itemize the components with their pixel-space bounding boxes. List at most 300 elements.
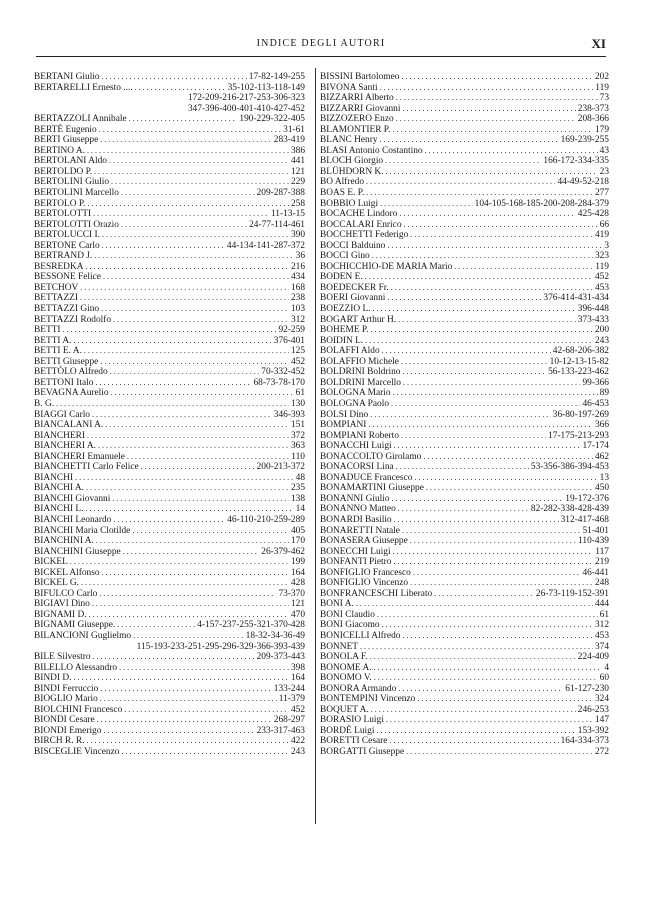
dot-leader: [380, 135, 559, 146]
index-entry: [320, 515, 609, 526]
entry-author: BOMPIANI Roberto: [320, 430, 399, 441]
dot-leader: [402, 631, 592, 642]
index-entry: [320, 262, 609, 273]
index-entry: [320, 125, 609, 136]
entry-pages: 248: [594, 578, 609, 589]
index-entry: [320, 304, 609, 315]
entry-author: BONACORSI Lina: [320, 462, 394, 473]
entry-pages: 13: [599, 472, 609, 483]
dot-leader: [105, 420, 289, 431]
entry-author: BIANCALANI A.: [34, 420, 104, 431]
dot-leader: [74, 336, 272, 347]
running-title: INDICE DEGLI AUTORI: [256, 38, 386, 49]
index-entry: [320, 589, 609, 600]
entry-pages: 390: [290, 230, 305, 241]
index-entry: [320, 241, 609, 252]
index-entry: [320, 663, 609, 674]
dot-leader: [86, 483, 289, 494]
index-entry: [34, 262, 305, 273]
entry-pages: 170: [290, 536, 305, 547]
dot-leader: [141, 462, 255, 473]
entry-author: BLAMONTIER P.: [320, 124, 391, 135]
entry-pages: 372: [290, 430, 305, 441]
entry-pages: 224-409: [577, 652, 609, 663]
entry-pages: 323: [594, 251, 609, 262]
dot-leader: [376, 726, 575, 737]
entry-author: BORETTI Cesare: [320, 736, 388, 747]
index-entry: [320, 726, 609, 737]
entry-pages: 61: [599, 609, 609, 620]
index-entry: [320, 694, 609, 705]
dot-leader: [360, 642, 593, 653]
dot-leader: [92, 410, 272, 421]
entry-author: BERTÈ Eugenio: [34, 124, 97, 135]
entry-author: BERTOLINI Giulio: [34, 177, 110, 188]
entry-pages: 92-259: [278, 325, 305, 336]
index-entry: [34, 83, 305, 94]
dot-leader: [377, 610, 598, 621]
index-entry: [320, 599, 609, 610]
dot-leader: [398, 684, 563, 695]
dot-leader: [391, 283, 593, 294]
index-entry: [34, 526, 305, 537]
entry-pages: 117: [595, 546, 609, 557]
page-header: [36, 36, 606, 57]
index-entry: [320, 367, 609, 378]
entry-author: BIGNAMI D.: [34, 609, 87, 620]
entry-pages: 246-253: [577, 704, 609, 715]
index-entry: [34, 694, 305, 705]
entry-author: BIZZARRI Alberto: [320, 93, 394, 104]
entry-pages: 312-417-468: [560, 514, 609, 525]
entry-pages: 17-82-149-255: [248, 72, 305, 82]
entry-author: BOCACHE Lindoro: [320, 209, 398, 220]
index-entry: [34, 367, 305, 378]
entry-author: BONECCHI Luigi: [320, 546, 391, 557]
entry-author: BONI Giacomo: [320, 620, 380, 631]
index-entry: [34, 736, 305, 747]
dot-leader: [109, 156, 289, 167]
index-entry: [34, 114, 305, 125]
entry-author: BIANCHINI A.: [34, 536, 94, 547]
dot-leader: [100, 694, 277, 705]
index-entry: [34, 304, 305, 315]
index-entry: [34, 399, 305, 410]
dot-leader: [454, 262, 593, 273]
dot-leader: [93, 209, 269, 220]
entry-author: BONARETTI Natale: [320, 525, 400, 536]
index-entry: [320, 378, 609, 389]
index-entry-continuation: [34, 642, 305, 653]
index-entry: [34, 293, 305, 304]
dot-leader: [99, 589, 276, 600]
entry-pages: 312: [290, 314, 305, 325]
dot-leader: [96, 536, 289, 547]
dot-leader: [366, 177, 555, 188]
entry-author: BICKEL G.: [34, 578, 79, 589]
entry-pages: 18-32-34-36-49: [245, 630, 305, 641]
dot-leader: [386, 715, 593, 726]
index-entry: [34, 462, 305, 473]
dot-leader: [85, 504, 293, 515]
entry-pages: 110: [291, 451, 305, 462]
entry-pages: 36: [295, 251, 305, 262]
index-entry: [34, 388, 305, 399]
entry-author: BETTÒLO Alfredo: [34, 367, 108, 378]
dot-leader: [87, 146, 289, 157]
index-entry: [320, 357, 609, 368]
entry-pages: 147: [594, 715, 609, 726]
entry-author: BOLDRINI Marcello: [320, 377, 401, 388]
index-entry-continuation: [34, 104, 305, 115]
entry-author: BONOME A.: [320, 662, 372, 673]
dot-leader: [370, 410, 551, 421]
entry-author: BLASI Antonio Costantino: [320, 145, 423, 156]
entry-pages: 17-175-213-293: [548, 430, 609, 441]
dot-leader: [102, 568, 289, 579]
entry-pages: 398: [290, 662, 305, 673]
entry-pages: 434: [290, 272, 305, 283]
index-entry: [34, 220, 305, 231]
index-entry: [320, 209, 609, 220]
index-entry: [34, 747, 305, 758]
entry-author: BORASIO Luigi: [320, 715, 384, 726]
dot-leader: [113, 515, 225, 526]
index-entry: [34, 209, 305, 220]
entry-pages: 405: [290, 525, 305, 536]
dot-leader: [127, 452, 289, 463]
dot-leader: [387, 241, 602, 252]
entry-author: BERTOLANI Aldo: [34, 156, 107, 167]
entry-pages: 452: [594, 272, 609, 283]
entry-author: BOERI Giovanni: [320, 293, 386, 304]
entry-author: BICKEL: [34, 557, 68, 568]
dot-leader: [380, 199, 473, 210]
index-entry: [34, 673, 305, 684]
entry-author: BOMPIANI: [320, 420, 367, 431]
index-entry: [34, 125, 305, 136]
index-entry: [320, 620, 609, 631]
entry-pages: 35-102-113-118-149: [227, 82, 305, 93]
index-entry: [320, 631, 609, 642]
entry-pages: 11-13-15: [270, 209, 305, 220]
entry-pages: 235: [290, 483, 305, 494]
entry-author: BETTAZZI Rodolfo: [34, 314, 112, 325]
dot-leader: [103, 272, 289, 283]
index-entry: [320, 325, 609, 336]
dot-leader: [87, 431, 289, 442]
entry-pages: 19-172-376: [565, 493, 609, 504]
entry-pages: 272: [594, 747, 609, 757]
entry-author: BERTAZZOLI Annibale: [34, 114, 127, 125]
index-entry: [320, 146, 609, 157]
index-entry: [320, 420, 609, 431]
dot-leader: [81, 578, 289, 589]
entry-pages: 258: [290, 198, 305, 209]
index-entry: [320, 431, 609, 442]
entry-pages: 104-105-168-185-200-208-284-379: [474, 198, 609, 209]
index-entry: [320, 251, 609, 262]
entry-author: BONFIGLIO Vincenzo: [320, 578, 409, 589]
dot-leader: [93, 652, 255, 663]
index-entry: [320, 336, 609, 347]
dot-leader: [393, 547, 594, 558]
entry-author: BERTINO A.: [34, 145, 85, 156]
entry-pages: 48: [295, 472, 305, 483]
entry-author: BONANNI Giulio: [320, 493, 390, 504]
dot-leader: [410, 536, 576, 547]
dot-leader: [132, 526, 289, 537]
entry-pages: 238: [290, 293, 305, 304]
dot-leader: [70, 557, 289, 568]
entry-pages: 452: [290, 356, 305, 367]
entry-author: BONORA Armando: [320, 683, 397, 694]
dot-leader: [87, 736, 289, 747]
entry-author: BERTOLUCCI I.: [34, 230, 100, 241]
index-entry: [320, 156, 609, 167]
entry-pages: 26-379-462: [261, 546, 305, 557]
dot-leader: [403, 378, 580, 389]
index-entry: [320, 410, 609, 421]
entry-author: BIVONA Santi: [320, 82, 378, 93]
entry-pages: 31-61: [283, 124, 305, 135]
entry-pages: 209-287-388: [256, 188, 305, 199]
entry-author: BONANNO Matteo: [320, 504, 396, 515]
entry-author: BIANCHERI: [34, 430, 86, 441]
entry-pages: 199: [290, 557, 305, 568]
dot-leader: [374, 663, 603, 674]
entry-author: BETTAZZI Gino: [34, 304, 100, 315]
dot-leader: [385, 156, 541, 167]
index-entry: [320, 494, 609, 505]
entry-pages: 243: [290, 747, 305, 757]
index-entry: [320, 557, 609, 568]
entry-pages: 425-428: [577, 209, 609, 220]
entry-author: BO Alfredo: [320, 177, 365, 188]
index-entry: [320, 684, 609, 695]
entry-pages: 99-366: [582, 377, 609, 388]
entry-author: BONI A.: [320, 599, 354, 610]
dot-leader: [396, 93, 598, 104]
dot-leader: [393, 557, 593, 568]
dot-leader: [371, 705, 576, 716]
entry-pages: 200-213-372: [256, 462, 305, 473]
entry-pages: 452: [290, 704, 305, 715]
index-entry: [34, 357, 305, 368]
index-entry: [320, 483, 609, 494]
entry-pages: 363: [290, 441, 305, 452]
index-entry: [320, 72, 609, 83]
dot-leader: [392, 494, 564, 505]
entry-pages: 229: [290, 177, 305, 188]
entry-author: BONFIGLIO Francesco: [320, 567, 411, 578]
entry-author: BODEN E.: [320, 272, 363, 283]
dot-leader: [135, 83, 226, 94]
entry-pages: 202: [594, 72, 609, 82]
entry-pages: 386: [290, 145, 305, 156]
dot-leader: [129, 114, 238, 125]
index-entry: [34, 325, 305, 336]
dot-leader: [100, 684, 271, 695]
entry-pages: 366: [594, 420, 609, 431]
dot-leader: [102, 230, 289, 241]
entry-pages: 70-332-452: [261, 367, 305, 378]
entry-pages: 51-401: [582, 525, 609, 536]
entry-author: BIONDI Emerigo: [34, 725, 102, 736]
entry-pages: 376-414-431-434: [543, 293, 609, 304]
index-entry: [320, 230, 609, 241]
entry-pages: 44-49-52-218: [557, 177, 609, 188]
dot-leader: [84, 346, 289, 357]
entry-author: BONASERA Giuseppe: [320, 536, 408, 547]
dot-leader: [117, 620, 195, 631]
index-entry: [34, 620, 305, 631]
entry-pages: 396-448: [577, 304, 609, 315]
dot-leader: [97, 715, 272, 726]
index-entry: [320, 346, 609, 357]
entry-pages: 73: [599, 93, 609, 104]
page-number: XI: [591, 36, 606, 51]
entry-author: BLANC Henry: [320, 135, 378, 146]
dot-leader: [410, 230, 593, 241]
entry-author: BETTONI Italo: [34, 377, 94, 388]
index-entry: [34, 420, 305, 431]
index-entry: [320, 220, 609, 231]
dot-leader: [121, 747, 288, 758]
entry-author: BIANCHI Maria Clotilde: [34, 525, 131, 536]
dot-leader: [399, 209, 575, 220]
entry-author: BOLOGNA Paolo: [320, 398, 390, 409]
entry-author: BOBBIO Luigi: [320, 198, 379, 209]
index-entry: [34, 378, 305, 389]
entry-author: BETTI Giuseppe: [34, 356, 99, 367]
entry-author: BIOLCHINI Francesco: [34, 704, 123, 715]
dot-leader: [404, 220, 598, 231]
dot-leader: [112, 494, 289, 505]
entry-pages: 138: [290, 493, 305, 504]
entry-author: BONADUCE Francesco: [320, 472, 413, 483]
entry-author: BICKEL Alfonso: [34, 567, 100, 578]
index-entry: [320, 504, 609, 515]
dot-leader: [374, 673, 598, 684]
dot-leader: [417, 694, 593, 705]
entry-pages: 243: [594, 335, 609, 346]
dot-leader: [386, 167, 598, 178]
index-entry: [34, 631, 305, 642]
entry-author: BOLAFFIO Michele: [320, 356, 399, 367]
dot-leader: [402, 104, 575, 115]
entry-author: BERTOLOTTI: [34, 209, 92, 220]
entry-pages: 42-68-206-382: [552, 346, 609, 357]
index-entry: [320, 399, 609, 410]
index-entry: [34, 410, 305, 421]
entry-pages: 208-366: [577, 114, 609, 125]
index-entry: [34, 272, 305, 283]
entry-pages: 164: [290, 673, 305, 684]
entry-author: BIGIAVI Dino: [34, 599, 90, 610]
entry-author: BERTARELLI Ernesto ....: [34, 82, 133, 93]
dot-leader: [402, 367, 546, 378]
dot-leader: [85, 262, 288, 273]
entry-pages: 346-393: [273, 409, 305, 420]
index-entry: [320, 188, 609, 199]
entry-author: BIANCHERI A.: [34, 441, 96, 452]
dot-leader: [98, 441, 289, 452]
dot-leader: [393, 388, 598, 399]
dot-leader: [387, 293, 541, 304]
dot-leader: [372, 251, 593, 262]
dot-leader: [111, 177, 289, 188]
dot-leader: [401, 431, 546, 442]
entry-pages: 4: [604, 662, 609, 673]
index-entry: [34, 452, 305, 463]
entry-author: BILE Silvestro: [34, 652, 91, 663]
index-entry: [34, 494, 305, 505]
entry-pages: 130: [290, 398, 305, 409]
dot-leader: [92, 599, 289, 610]
entry-author: BOLAFFI Aldo: [320, 346, 380, 357]
right-column: [320, 72, 609, 758]
entry-pages: 179: [594, 124, 609, 135]
entry-pages: 119: [595, 82, 609, 93]
entry-pages: 216: [290, 261, 305, 272]
dot-leader: [396, 462, 529, 473]
entry-author: BIONDI Cesare: [34, 715, 95, 726]
entry-pages: 376-401: [273, 335, 305, 346]
dot-leader: [401, 357, 548, 368]
entry-author: BONACCHI Luigi: [320, 441, 392, 452]
entry-author: BONFANTI Pietro: [320, 557, 392, 568]
entry-pages: 168: [290, 282, 305, 293]
entry-author: BONARDI Basilio: [320, 514, 392, 525]
dot-leader: [413, 568, 581, 579]
index-entry: [320, 272, 609, 283]
entry-author: BISSINI Bartolomeo: [320, 72, 400, 82]
dot-leader: [121, 188, 255, 199]
entry-pages: 121: [290, 599, 305, 610]
dot-leader: [102, 241, 225, 252]
entry-author: BIFULCO Carlo: [34, 588, 98, 599]
index-entry: [320, 93, 609, 104]
entry-pages: 119: [595, 261, 609, 272]
entry-pages: 374: [594, 641, 609, 652]
entry-author: BORDÈ Luigi: [320, 725, 375, 736]
entry-pages: 422: [290, 736, 305, 747]
dot-leader: [380, 83, 594, 94]
index-entry: [34, 431, 305, 442]
entry-pages: 43: [599, 145, 609, 156]
entry-author: BIOGLIO Mario: [34, 694, 98, 705]
index-entry: [320, 135, 609, 146]
index-entry: [34, 515, 305, 526]
index-entry: [320, 610, 609, 621]
entry-pages: 133-244: [273, 683, 305, 694]
entry-author: BOLDRINI Boldrino: [320, 367, 401, 378]
entry-author: BERTONE Carlo: [34, 240, 100, 251]
index-entry: [320, 705, 609, 716]
entry-pages: 53-356-386-394-453: [530, 462, 609, 473]
entry-pages: 121: [290, 166, 305, 177]
dot-leader: [382, 620, 593, 631]
entry-author: BIZZARRI Giovanni: [320, 103, 401, 114]
dot-leader: [133, 631, 244, 642]
entry-author: BONACCOLTO Girolamo: [320, 451, 422, 462]
entry-pages: 89: [599, 388, 609, 399]
entry-author: BOGART Arthur H.: [320, 314, 397, 325]
entry-author: BOCCI Balduino: [320, 240, 386, 251]
index-entry: [320, 568, 609, 579]
dot-leader: [365, 336, 593, 347]
